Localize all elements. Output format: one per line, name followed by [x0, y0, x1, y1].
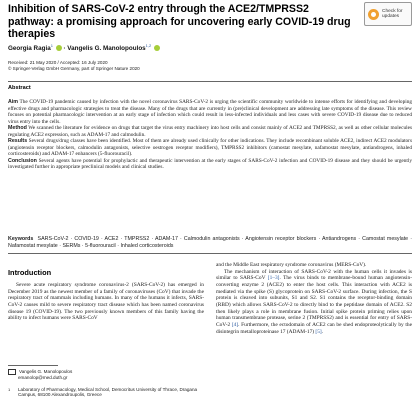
- left-column: [8, 282, 204, 322]
- author-name[interactable]: Vangelis G. Manolopoulos: [67, 45, 146, 53]
- abstract-body: [8, 99, 412, 171]
- author-affiliation-marker: 1,2: [145, 43, 152, 48]
- footnote-divider: [8, 365, 58, 366]
- citation-link[interactable]: [4]: [231, 321, 239, 328]
- corresponding-author: Vangelis G. Manolopoulos: [19, 369, 73, 375]
- corresponding-email[interactable]: emanolop@med.duth.gr: [18, 375, 68, 380]
- affiliation-number: 1: [8, 386, 11, 392]
- orcid-icon[interactable]: [56, 45, 62, 51]
- check-for-updates-badge[interactable]: [364, 2, 412, 26]
- received-accepted-dates: Received: 21 May 2020 / Accepted: 16 July 2020: [8, 60, 108, 65]
- author-separator: ·: [63, 45, 66, 53]
- abstract-paragraph: Results Several drugs/drug classes have been identified. Most of them are already used clinically for other indications. They include recombinant soluble ACE2, indirect ACE2 modulators (angiotensin receptor blockers, calmodulin antagonists, selective oestrogen receptor modifiers), TMPRSS2 inhibitors (camostat mesylate, nafamostat mesylate, antiandrogens, inhaled corticosteroids) and ADAM-17 enhancers (5-fluorouracil).: [8, 138, 413, 158]
- divider: [8, 81, 412, 82]
- correspondence-footnote: [8, 369, 204, 398]
- article-title: Inhibition of SARS-CoV-2 entry through the ACE2/TMPRSS2 pathway: a promising approach for uncovering early COVID-19 drug therapies: [8, 3, 351, 40]
- orcid-icon[interactable]: [154, 45, 160, 51]
- affiliation: [8, 387, 204, 398]
- copyright-line: © Springer-Verlag GmbH Germany, part of Springer Nature 2020: [8, 65, 140, 71]
- check-for-updates-icon: [368, 9, 379, 20]
- citation-link[interactable]: [1–3]: [267, 275, 280, 282]
- author-list: [8, 43, 160, 52]
- check-for-updates-label: Check for updates: [382, 8, 403, 19]
- body-paragraph: The mechanism of interaction of SARS-CoV-2 with the human cells it invades is similar to SARS-CoV [1–3]. The virus binds to membrane-bound human angiotensin-converting enzyme 2 (ACE2) to enter the host cells. This interaction with ACE2 is mediated via the spike (S) glycoprotein on SARS-CoV-2 surface. During infection, the S protein is cleaved into subunits, S1 and S2. S1 contains the receptor-binding domain (RBD) which allows SARS-CoV-2 to directly bind to the peptidase domain of ACE2. S2 then likely plays a role in membrane fusion. Initial spike protein priming relies upon human transmembrane protease, serine 2 (TMPRSS2) and is essential for entry of SARS-CoV-2 [4]. Furthermore, the ectodomain of ACE2 can be shed endoproteolytically by the disintegrin metalloproteinase 17 (ADAM-17) [5].: [216, 268, 412, 335]
- body-paragraph: Severe acute respiratory syndrome coronavirus-2 (SARS-CoV-2) has emerged in December 2019 as the newest member of a family of coronaviruses (CoV) that invade the respiratory tract of mammals including humans. In many of the humans it infects, SARS-CoV-2 causes mild to severe respiratory tract disease which has been named coronavirus disease 19 (COVID-19). The two previously known members of this family having the ability to infect humans were SARS-CoV: [8, 282, 204, 322]
- right-column: [216, 262, 412, 335]
- envelope-icon: [8, 369, 16, 375]
- citation-link[interactable]: [5]: [315, 328, 322, 335]
- abstract-paragraph: Aim The COVID-19 pandemic caused by infection with the novel coronavirus SARS-CoV-2 is urging the scientific community worldwide to intense efforts for identifying and developing effective drugs and pharmacologic strategies to treat the disease. Many of the drugs that are currently in (pre)clinical development are addressing late symptoms of the disease. This review focuses on potential pharmacologic intervention at an early stage of infection which could result in less-infected individuals and less cases with severe COVID-19 disease due to reduced virus entry into the cells.: [8, 99, 412, 125]
- body-paragraph: and the Middle East respiratory syndrome coronavirus (MERS-CoV).: [216, 262, 367, 268]
- keywords-list: SARS-CoV-2 · COVID-19 · ACE2 · TMPRSS2 · ADAM-17 · Calmodulin antagonists · Angiotensin receptor blockers · Antiandrogens · Camostat mesylate · Nafamostat mesylate · SERMs · 5-fluorouracil · Inhaled corticosteroids: [8, 236, 412, 249]
- abstract-paragraph: Conclusion Several agents have potential for prophylactic and therapeutic intervention at the early stages of SARS-CoV-2 infection and COVID-19 disease and they should be urgently investigated further in appropriate preclinical models and clinical studies.: [8, 157, 412, 171]
- abstract-heading: Abstract: [8, 85, 31, 91]
- article-dates: [8, 60, 140, 72]
- author-affiliation-marker: 1: [50, 43, 53, 48]
- affiliation-text: Laboratory of Pharmacology, Medical School, Democritus University of Thrace, Dragana Campus, 68100 Alexandroupolis, Greece: [18, 386, 198, 398]
- abstract-paragraph: Method We scanned the literature for evidence on drugs that target the virus entry machinery into host cells and consist mainly of ACE2 and TMPRSS2, as well as other cellular molecules regulating ACE2 expression, such as ADAM-17 and calmodulin.: [8, 125, 413, 138]
- keywords: [8, 236, 412, 249]
- introduction-heading: Introduction: [8, 268, 52, 277]
- keywords-label: Keywords: [8, 236, 34, 242]
- author-name[interactable]: Georgia Ragia: [8, 45, 51, 53]
- divider: [8, 253, 412, 254]
